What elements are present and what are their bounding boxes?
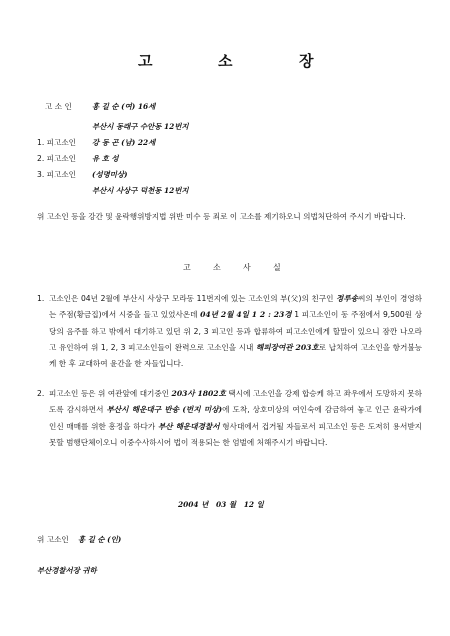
facts-heading-char: 고 [183, 263, 191, 272]
defendant-3-name: (성명미상) [92, 170, 128, 179]
signature-label: 위 고소인 [37, 535, 69, 544]
fact-text-part: 1 피고소인이 동 주점에서 9,500원 상당의 음주를 하고 밖에서 대기하고 있던 위 2, 3 피고인 등과 합류하여 피고소인에게 할말이 있으니 잠깐 나오라고 유인하여 위 1, 2, 3 피고소인들이 완력으로 고소인을 시내 [49, 310, 422, 352]
signature-name: 홍 길 순 (인) [78, 535, 122, 544]
defendant-1-label: 1. 피고소인 [37, 138, 77, 147]
fact-text-part: 고소인은 04년 2월에 부산시 사상구 모라동 11번지에 있는 고소인의 부(父)의 친구인 [49, 294, 337, 303]
fact-number: 1. [37, 294, 45, 303]
defendant-2-label: 2. 피고소인 [37, 154, 77, 163]
fact-text-part: 씨의 부인이 경영하는 주점(황금집)에서 시중을 들고 있었사온데 [49, 294, 422, 320]
facts-heading [0, 262, 450, 274]
fact-text-part: 에 도착, 상호미상의 여인숙에 감금하여 놓고 인근 윤락가에 인신 매매를 위한 흥정을 하다가 [49, 405, 422, 431]
complainant-name: 홍 길 순 (여) 16세 [92, 102, 156, 111]
addressee: 부산경찰서장 귀하 [37, 566, 97, 575]
title-char: 소 [218, 52, 233, 70]
facts-heading-char: 실 [273, 263, 281, 272]
fact-number: 2. [37, 389, 45, 398]
fact-item-2 [37, 386, 422, 468]
handwritten-fill: 정루송 [336, 294, 359, 303]
defendant-3-label: 3. 피고소인 [37, 170, 77, 179]
handwritten-fill: 부산 해운대경찰서 [157, 421, 220, 431]
fact-text [49, 291, 422, 372]
handwritten-fill: 203사 1802호 [171, 389, 226, 398]
document-date: 2004 년 03 월 12 일 [178, 500, 264, 509]
fact-text [49, 386, 422, 451]
fact-text-part: 형사대에서 겁거될 자들로서 피고소인 등은 도저히 용서받지 못할 범행단체이오니 이중수사하시어 법이 적용되는 한 엄벌에 처해주시기 바랍니다. [49, 421, 422, 447]
defendant-2-name: 유 호 성 [92, 154, 119, 163]
complainant-label: 고 소 인 [45, 102, 72, 111]
handwritten-fill: 해피장여관 203호 [256, 342, 319, 352]
handwritten-fill: 04년 2월 4일 1 2 : 23경 [200, 310, 292, 320]
fact-text-part: 로 납치하여 고소인을 항거불능케 한 후 교대하여 윤간을 한 자들입니다. [49, 342, 423, 369]
facts-heading-char: 소 [213, 263, 221, 272]
defendant-3-address: 부산시 사상구 덕천동 12번지 [92, 186, 189, 195]
complaint-intro: 위 고소인 등을 강간 및 윤락행위방지법 위반 미수 등 죄로 이 고소를 제기하오니 의법처단하여 주시기 바랍니다. [37, 212, 406, 221]
handwritten-fill: 부산시 해운대구 반송 (번지 미상) [106, 405, 223, 415]
fact-text-part: 피고소인 등은 위 여관앞에 대기중인 [49, 389, 172, 398]
complainant-address: 부산시 동래구 수안동 12번지 [92, 122, 189, 131]
document-title [0, 50, 450, 74]
defendant-1-name: 강 동 곤 (남) 22세 [92, 138, 156, 147]
title-char: 고 [138, 52, 153, 70]
title-char: 장 [299, 52, 314, 70]
fact-text-part: 택시에 고소인을 강제 합승케 하고 좌우에서 도망하지 못하도록 감시하면서 [49, 389, 422, 415]
facts-heading-char: 사 [243, 263, 251, 272]
fact-item-1 [37, 291, 422, 381]
